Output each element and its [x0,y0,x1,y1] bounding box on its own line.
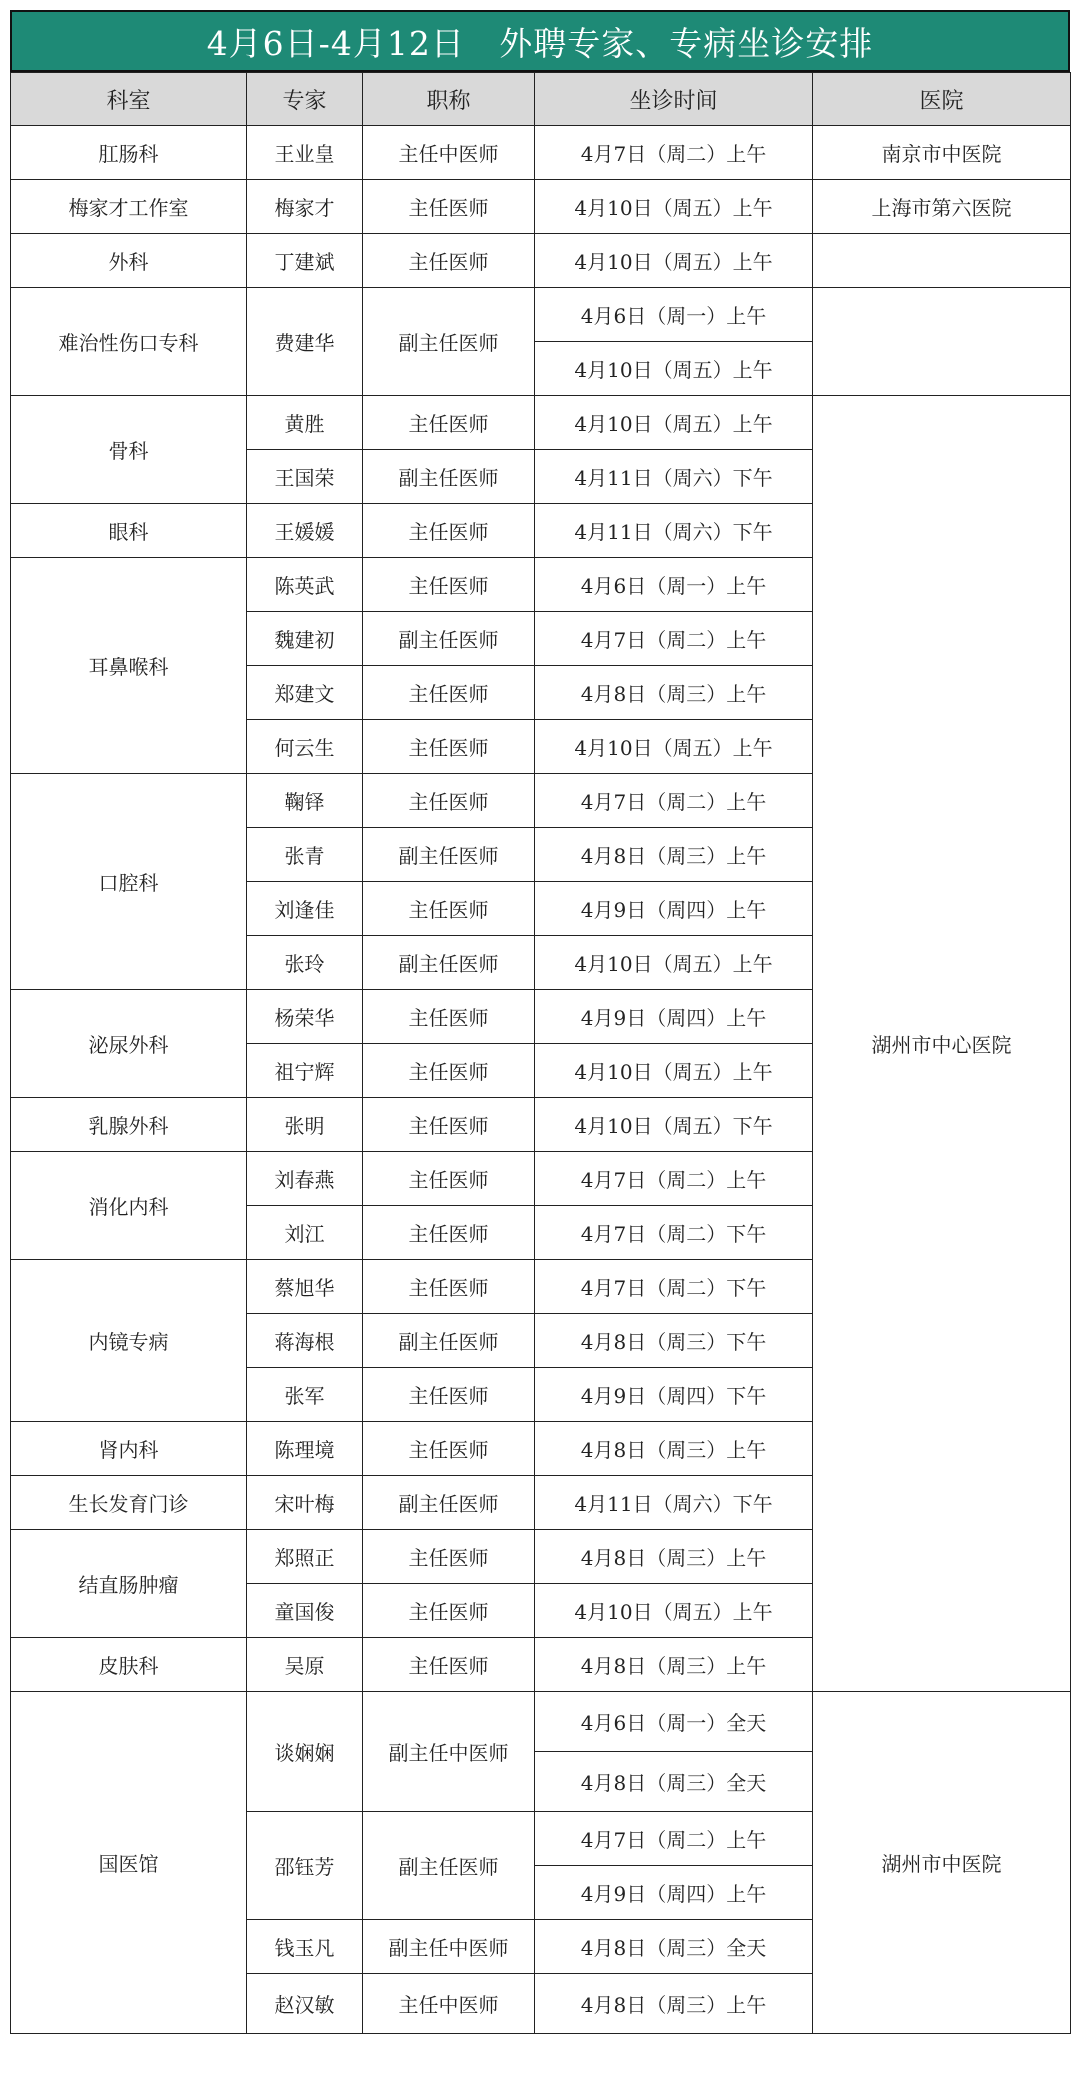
time-cell: 4月8日（周三）上午 [535,1530,813,1584]
title-cell: 主任医师 [363,1260,535,1314]
title-cell: 副主任医师 [363,1476,535,1530]
title-cell: 主任中医师 [363,1974,535,2034]
time-cell: 4月8日（周三）上午 [535,1974,813,2034]
title-cell: 主任医师 [363,504,535,558]
expert-cell: 祖宁辉 [247,1044,363,1098]
time-cell: 4月10日（周五）上午 [535,1584,813,1638]
time-cell: 4月10日（周五）上午 [535,234,813,288]
dept-cell: 内镜专病 [11,1260,247,1422]
expert-cell: 黄胜 [247,396,363,450]
dept-cell: 结直肠肿瘤 [11,1530,247,1638]
table-row [11,126,1071,180]
title-cell: 副主任医师 [363,450,535,504]
time-cell: 4月8日（周三）下午 [535,1314,813,1368]
time-cell: 4月10日（周五）下午 [535,1098,813,1152]
dept-cell: 生长发育门诊 [11,1476,247,1530]
title-cell: 主任医师 [363,882,535,936]
schedule-sheet [10,10,1070,2034]
time-cell: 4月10日（周五）上午 [535,396,813,450]
header-time: 坐诊时间 [535,73,813,126]
time-cell: 4月10日（周五）上午 [535,1044,813,1098]
time-cell: 4月8日（周三）上午 [535,1638,813,1692]
dept-cell: 骨科 [11,396,247,504]
title-cell: 副主任医师 [363,612,535,666]
table-row [11,288,1071,342]
time-cell: 4月7日（周二）下午 [535,1260,813,1314]
expert-cell: 陈英武 [247,558,363,612]
hospital-cell: 湖州市中心医院 [813,396,1071,1692]
time-cell: 4月7日（周二）上午 [535,126,813,180]
table-row [11,180,1071,234]
title-cell: 主任医师 [363,558,535,612]
time-cell: 4月7日（周二）上午 [535,774,813,828]
expert-cell: 郑照正 [247,1530,363,1584]
expert-cell: 何云生 [247,720,363,774]
header-dept: 科室 [11,73,247,126]
dept-cell: 耳鼻喉科 [11,558,247,774]
expert-cell: 梅家才 [247,180,363,234]
schedule-table [10,72,1071,2034]
title-cell: 副主任医师 [363,1314,535,1368]
time-cell: 4月6日（周一）上午 [535,288,813,342]
header-row [11,73,1071,126]
time-cell: 4月8日（周三）上午 [535,666,813,720]
expert-cell: 张军 [247,1368,363,1422]
title-cell: 副主任中医师 [363,1692,535,1812]
title-cell: 主任医师 [363,1638,535,1692]
header-expert: 专家 [247,73,363,126]
time-cell: 4月7日（周二）上午 [535,612,813,666]
time-cell: 4月8日（周三）全天 [535,1752,813,1812]
dept-cell: 梅家才工作室 [11,180,247,234]
time-cell: 4月7日（周二）上午 [535,1152,813,1206]
expert-cell: 王业皇 [247,126,363,180]
expert-cell: 邵钰芳 [247,1812,363,1920]
time-cell: 4月9日（周四）上午 [535,1866,813,1920]
dept-cell: 泌尿外科 [11,990,247,1098]
title-cell: 主任医师 [363,774,535,828]
hospital-cell [813,288,1071,396]
time-cell: 4月7日（周二）上午 [535,1812,813,1866]
time-cell: 4月9日（周四）上午 [535,882,813,936]
title-cell: 主任医师 [363,1530,535,1584]
header-title: 职称 [363,73,535,126]
expert-cell: 魏建初 [247,612,363,666]
time-cell: 4月9日（周四）上午 [535,990,813,1044]
expert-cell: 吴原 [247,1638,363,1692]
time-cell: 4月10日（周五）上午 [535,180,813,234]
title-cell: 主任医师 [363,1422,535,1476]
dept-cell: 肾内科 [11,1422,247,1476]
table-row [11,234,1071,288]
title-cell: 主任医师 [363,1206,535,1260]
dept-cell: 皮肤科 [11,1638,247,1692]
expert-cell: 刘春燕 [247,1152,363,1206]
schedule-body [11,126,1071,2034]
page-title: 4月6日-4月12日 外聘专家、专病坐诊安排 [10,10,1070,72]
dept-cell: 难治性伤口专科 [11,288,247,396]
time-cell: 4月7日（周二）下午 [535,1206,813,1260]
time-cell: 4月11日（周六）下午 [535,1476,813,1530]
dept-cell: 肛肠科 [11,126,247,180]
time-cell: 4月10日（周五）上午 [535,342,813,396]
expert-cell: 王国荣 [247,450,363,504]
expert-cell: 蒋海根 [247,1314,363,1368]
time-cell: 4月6日（周一）全天 [535,1692,813,1752]
dept-cell: 外科 [11,234,247,288]
hospital-cell [813,234,1071,288]
expert-cell: 刘江 [247,1206,363,1260]
title-cell: 副主任医师 [363,1812,535,1920]
hospital-cell: 湖州市中医院 [813,1692,1071,2034]
time-cell: 4月10日（周五）上午 [535,936,813,990]
time-cell: 4月6日（周一）上午 [535,558,813,612]
title-cell: 主任医师 [363,234,535,288]
hospital-cell: 南京市中医院 [813,126,1071,180]
title-cell: 主任医师 [363,396,535,450]
expert-cell: 张玲 [247,936,363,990]
table-row [11,1692,1071,1752]
title-cell: 主任医师 [363,1044,535,1098]
expert-cell: 钱玉凡 [247,1920,363,1974]
time-cell: 4月8日（周三）上午 [535,1422,813,1476]
expert-cell: 鞠铎 [247,774,363,828]
expert-cell: 郑建文 [247,666,363,720]
dept-cell: 乳腺外科 [11,1098,247,1152]
hospital-cell: 上海市第六医院 [813,180,1071,234]
time-cell: 4月8日（周三）全天 [535,1920,813,1974]
header-hospital: 医院 [813,73,1071,126]
expert-cell: 蔡旭华 [247,1260,363,1314]
title-cell: 副主任医师 [363,936,535,990]
title-cell: 主任医师 [363,666,535,720]
dept-cell: 口腔科 [11,774,247,990]
title-cell: 主任医师 [363,720,535,774]
title-cell: 主任医师 [363,990,535,1044]
title-cell: 主任医师 [363,1368,535,1422]
time-cell: 4月8日（周三）上午 [535,828,813,882]
expert-cell: 杨荣华 [247,990,363,1044]
expert-cell: 宋叶梅 [247,1476,363,1530]
dept-cell: 消化内科 [11,1152,247,1260]
table-row [11,396,1071,450]
time-cell: 4月10日（周五）上午 [535,720,813,774]
title-cell: 主任中医师 [363,126,535,180]
expert-cell: 丁建斌 [247,234,363,288]
dept-cell: 国医馆 [11,1692,247,2034]
dept-cell: 眼科 [11,504,247,558]
title-cell: 副主任医师 [363,288,535,396]
title-cell: 主任医师 [363,1098,535,1152]
expert-cell: 张明 [247,1098,363,1152]
time-cell: 4月11日（周六）下午 [535,450,813,504]
expert-cell: 王媛媛 [247,504,363,558]
title-cell: 主任医师 [363,1584,535,1638]
expert-cell: 谈娴娴 [247,1692,363,1812]
expert-cell: 张青 [247,828,363,882]
title-cell: 副主任中医师 [363,1920,535,1974]
expert-cell: 赵汉敏 [247,1974,363,2034]
title-cell: 副主任医师 [363,828,535,882]
time-cell: 4月9日（周四）下午 [535,1368,813,1422]
expert-cell: 陈理境 [247,1422,363,1476]
expert-cell: 刘逢佳 [247,882,363,936]
expert-cell: 费建华 [247,288,363,396]
expert-cell: 童国俊 [247,1584,363,1638]
title-cell: 主任医师 [363,1152,535,1206]
time-cell: 4月11日（周六）下午 [535,504,813,558]
title-cell: 主任医师 [363,180,535,234]
